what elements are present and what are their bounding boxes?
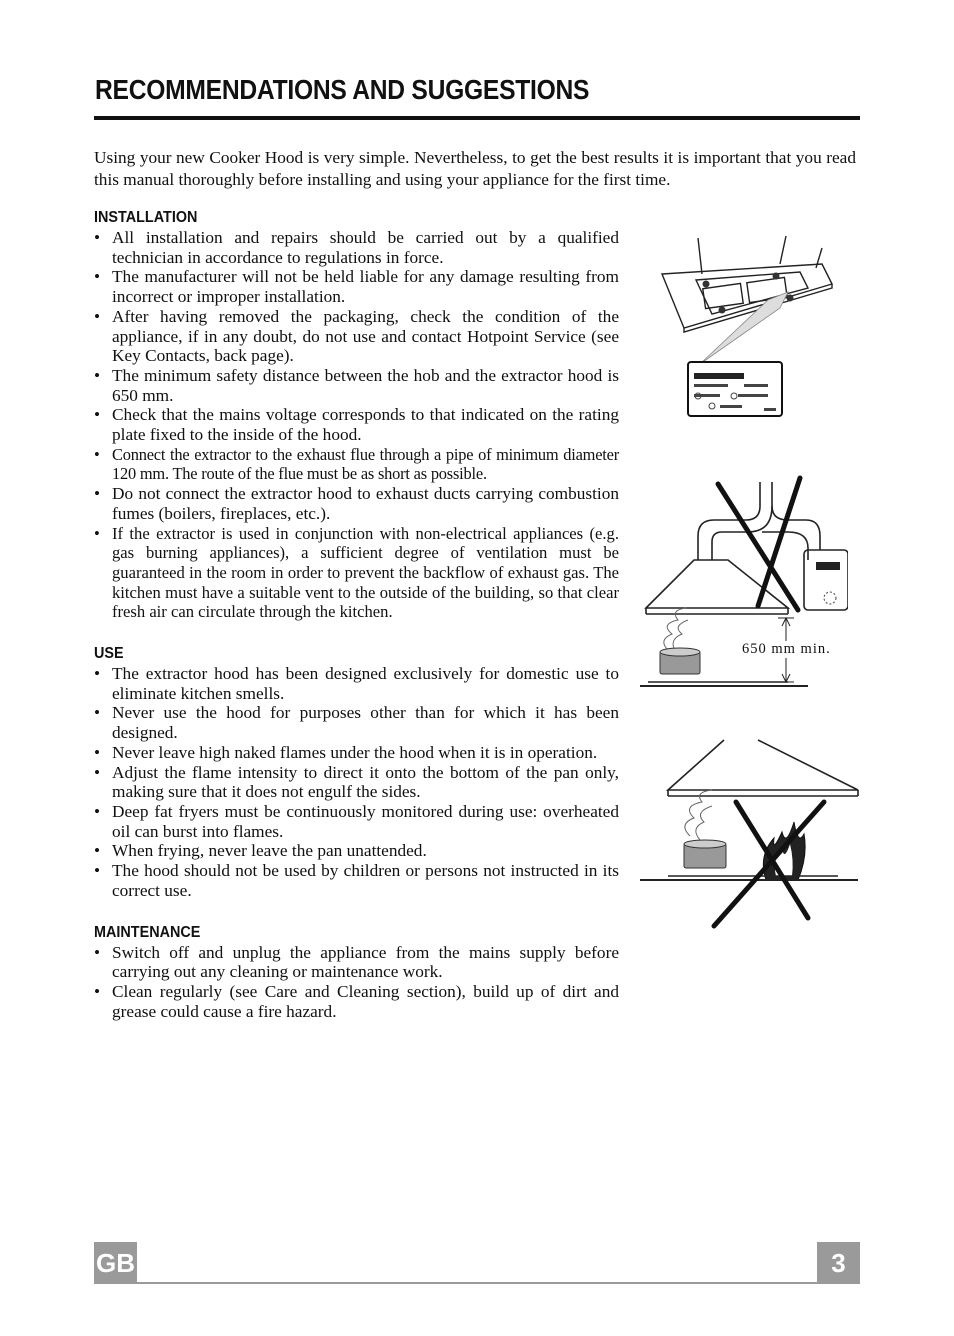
page-title: RECOMMENDATIONS AND SUGGESTIONS — [95, 74, 590, 105]
footer-rule — [137, 1282, 817, 1284]
list-item: • The hood should not be used by children or persons not instructed in its correct use. — [94, 861, 619, 900]
list-item: • The extractor hood has been designed exclusively for domestic use to eliminate kitchen smells. — [94, 664, 619, 703]
section-installation — [94, 208, 619, 622]
list-item: • The minimum safety distance between the hob and the extractor hood is 650 mm. — [94, 366, 619, 405]
list-item: • Connect the extractor to the exhaust flue through a pipe of minimum diameter 120 mm. The route of the flue must be as short as possible. — [94, 445, 619, 484]
sections-column — [94, 208, 619, 1021]
naked-flame-warning-illustration — [638, 736, 864, 932]
list-item: • Check that the mains voltage corresponds to that indicated on the rating plate fixed to the inside of the hood. — [94, 405, 619, 444]
intro-paragraph: Using your new Cooker Hood is very simple. Nevertheless, to get the best results it is important that you read this manual thoroughly before installing and using your appliance for the first time. — [94, 148, 856, 189]
list-item: • Do not connect the extractor hood to exhaust ducts carrying combustion fumes (boilers, fireplaces, etc.). — [94, 484, 619, 523]
list-item: • The manufacturer will not be held liable for any damage resulting from incorrect or improper installation. — [94, 267, 619, 306]
bullet-list — [94, 943, 619, 1022]
section-maintenance — [94, 923, 619, 1022]
list-item: • Never use the hood for purposes other than for which it has been designed. — [94, 703, 619, 742]
hood-minimum-distance-illustration — [638, 470, 848, 695]
list-item: • After having removed the packaging, check the condition of the appliance, if in any doubt, do not use and contact Hotpoint Service (see Key Contacts, back page). — [94, 307, 619, 366]
page-number-badge: 3 — [817, 1242, 860, 1284]
list-item: • If the extractor is used in conjunction with non-electrical appliances (e.g. gas burning appliances), a sufficient degree of ventilation must be guaranteed in the room in order to prevent the backflow of exhaust gas. The kitchen must have a suitable vent to the outside of the building, so that clear fresh air can circulate through the kitchen. — [94, 524, 619, 623]
list-item: • When frying, never leave the pan unattended. — [94, 841, 619, 861]
section-heading: INSTALLATION — [94, 209, 198, 226]
list-item: • Deep fat fryers must be continuously monitored during use: overheated oil can burst into flames. — [94, 802, 619, 841]
list-item: • Switch off and unplug the appliance from the mains supply before carrying out any cleaning or maintenance work. — [94, 943, 619, 982]
list-item: • Clean regularly (see Care and Cleaning section), build up of dirt and grease could cause a fire hazard. — [94, 982, 619, 1021]
language-badge: GB — [94, 1242, 137, 1284]
title-rule — [94, 116, 860, 120]
list-item: • Adjust the flame intensity to direct it onto the bottom of the pan only, making sure that it does not engulf the sides. — [94, 763, 619, 802]
rating-plate-illustration — [640, 228, 840, 428]
section-use — [94, 644, 619, 900]
bullet-list — [94, 664, 619, 900]
list-item: • Never leave high naked flames under the hood when it is in operation. — [94, 743, 619, 763]
list-item: • All installation and repairs should be carried out by a qualified technician in accordance to regulations in force. — [94, 228, 619, 267]
section-heading: MAINTENANCE — [94, 923, 201, 941]
bullet-list — [94, 228, 619, 622]
section-heading: USE — [94, 645, 124, 663]
distance-label: 650 mm min. — [742, 641, 831, 657]
